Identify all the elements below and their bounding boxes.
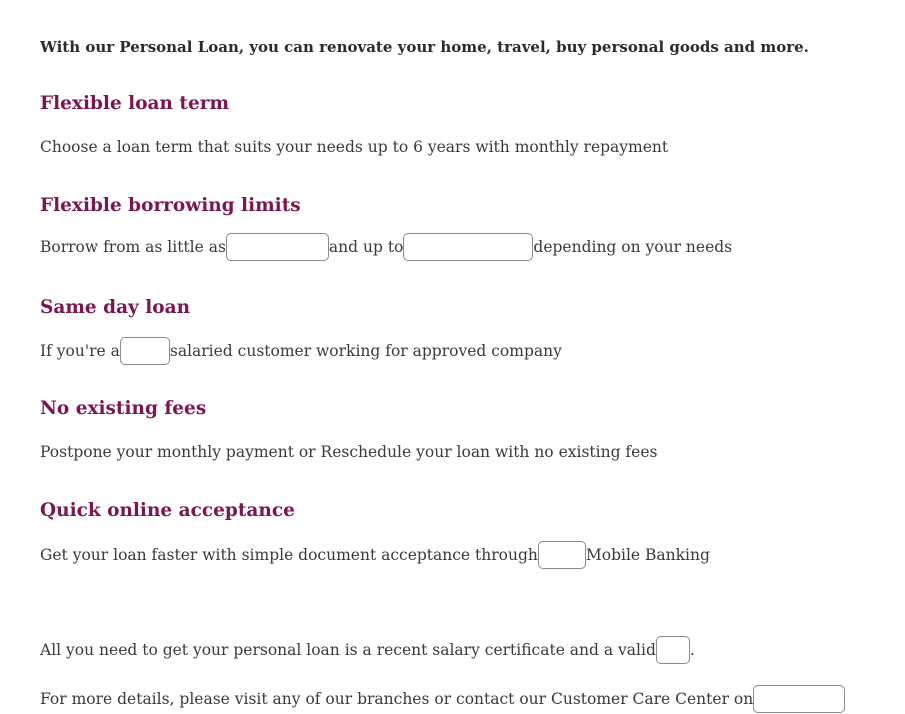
acceptance-text-part-1: Get your loan faster with simple document acceptance through bbox=[40, 546, 538, 564]
text-no-existing-fees bbox=[40, 443, 657, 461]
bank-name-blank[interactable] bbox=[120, 337, 170, 365]
heading-same-day-loan: Same day loan bbox=[40, 297, 191, 318]
requirements-text-part-2: . bbox=[689, 641, 695, 659]
requirements-text-part-1: All you need to get your personal loan is a recent salary certificate and a valid bbox=[40, 641, 656, 659]
contact-text: For more details, please visit any of our branches or contact our Customer Care Center on bbox=[40, 690, 754, 708]
acceptance-text-part-2: Mobile Banking bbox=[585, 546, 710, 564]
borrow-text-part-1: Borrow from as little as bbox=[40, 238, 226, 256]
phone-number-blank[interactable] bbox=[753, 685, 845, 713]
intro-text: With our Personal Loan, you can renovate your home, travel, buy personal goods and more. bbox=[40, 38, 809, 56]
borrow-text-part-3: depending on your needs bbox=[533, 238, 733, 256]
no-fees-body: Postpone your monthly payment or Reschedule your loan with no existing fees bbox=[40, 443, 658, 461]
borrow-text-part-2: and up to bbox=[328, 238, 404, 256]
max-amount-blank[interactable] bbox=[403, 233, 533, 261]
same-day-text-part-2: salaried customer working for approved company bbox=[169, 342, 562, 360]
text-requirements bbox=[40, 636, 695, 664]
text-contact bbox=[40, 685, 845, 713]
text-flexible-loan-term-body: Choose a loan term that suits your needs up to 6 years with monthly repayment bbox=[40, 138, 669, 156]
text-quick-online-acceptance bbox=[40, 541, 710, 569]
heading-quick-online-acceptance: Quick online acceptance bbox=[40, 500, 295, 521]
bank-mobile-blank[interactable] bbox=[538, 541, 586, 569]
id-document-blank[interactable] bbox=[656, 636, 690, 664]
min-amount-blank[interactable] bbox=[226, 233, 329, 261]
heading-flexible-loan-term: Flexible loan term bbox=[40, 93, 230, 114]
same-day-text-part-1: If you're a bbox=[40, 342, 120, 360]
heading-flexible-borrowing-limits: Flexible borrowing limits bbox=[40, 195, 301, 216]
text-same-day-loan bbox=[40, 337, 562, 365]
text-flexible-borrowing-limits bbox=[40, 233, 732, 261]
heading-no-existing-fees: No existing fees bbox=[40, 398, 207, 419]
text-flexible-loan-term bbox=[40, 138, 668, 156]
